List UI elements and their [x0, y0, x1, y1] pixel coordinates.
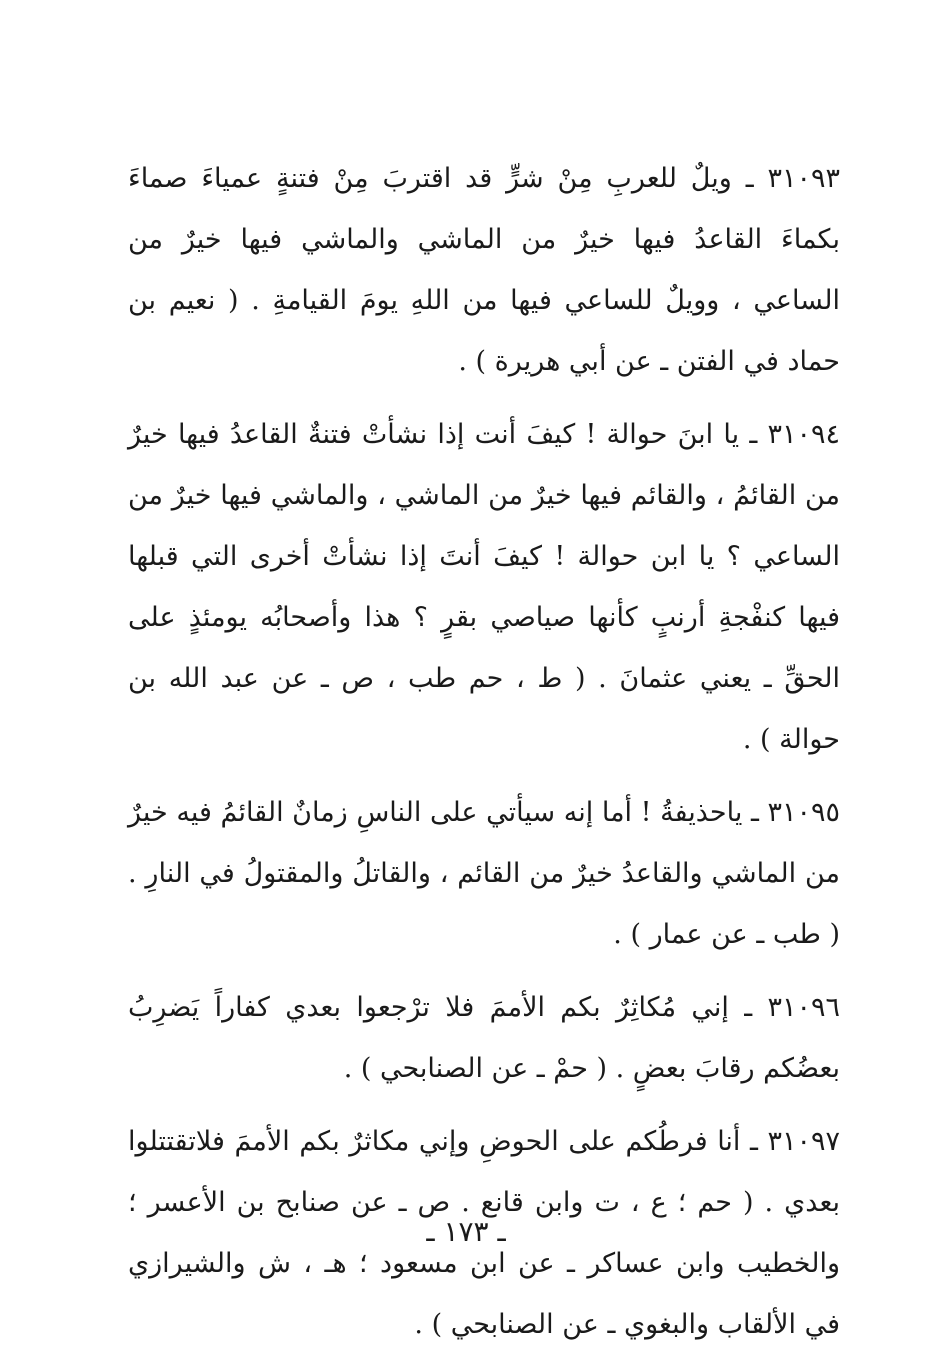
- hadith-list: [128, 148, 840, 1367]
- hadith-number: ٣١٠٩٧: [767, 1126, 841, 1157]
- number-separator: ـ: [742, 797, 768, 828]
- hadith-number: ٣١٠٩٤: [767, 419, 840, 450]
- hadith-entry: [128, 148, 840, 392]
- number-separator: ـ: [731, 163, 768, 194]
- number-separator: ـ: [728, 992, 768, 1023]
- number-separator: ـ: [739, 419, 768, 450]
- hadith-entry: [128, 782, 840, 965]
- number-separator: ـ: [740, 1126, 768, 1157]
- hadith-entry: [128, 404, 840, 770]
- hadith-number: ٣١٠٩٣: [767, 163, 840, 194]
- hadith-text: أنا فرطُكم على الحوضِ وإني مكاثرٌ بكم الأممَ فلاتقتتلوا بعدي . ( حم ؛ ع ، ت وابن قانع . ص ـ عن صنابح بن الأعسر ؛ والخطيب وابن عساكر ـ عن ابن مسعود ؛ هـ ، ش والشيرازي في الألقاب والبغوي ـ عن الصنابحي ) .: [128, 1126, 840, 1340]
- hadith-number: ٣١٠٩٥: [767, 797, 840, 828]
- hadith-text: يا ابنَ حوالة ! كيفَ أنت إذا نشأتْ فتنةٌ القاعدُ فيها خيرٌ من القائمُ ، والقائم فيها خيرٌ من الماشي ، والماشي فيها خيرٌ من الساعي ؟ يا ابن حوالة ! كيفَ أنتَ إذا نشأتْ أخرى التي قبلها فيها كنفْجةِ أرنبٍ كأنها صياصي بقرٍ ؟ هذا وأصحابُه يومئذٍ على الحقِّ ـ يعني عثمانَ . ( ط ، حم طب ، ص ـ عن عبد الله بن حوالة ) .: [128, 419, 840, 755]
- hadith-number: ٣١٠٩٦: [767, 992, 841, 1023]
- hadith-text: ياحذيفةُ ! أما إنه سيأتي على الناسِ زمانٌ القائمُ فيه خيرٌ من الماشي والقاعدُ خيرٌ من القائم ، والقاتلُ والمقتولُ في النارِ . ( طب ـ عن عمار ) .: [128, 797, 840, 950]
- hadith-entry: [128, 977, 840, 1099]
- page-number: ـ ١٧٣ ـ: [426, 1215, 506, 1248]
- hadith-text: إني مُكاثِرٌ بكم الأممَ فلا ترْجعوا بعدي كفاراً يَضرِبُ بعضُكم رقابَ بعضٍ . ( حمْ ـ عن الصنابحي ) .: [128, 992, 840, 1084]
- hadith-text: ويلٌ للعربِ مِنْ شرٍّ قد اقتربَ مِنْ فتنةٍ عمياءَ صماءَ بكماءَ القاعدُ فيها خيرٌ من الماشي والماشي فيها خيرٌ من الساعي ، وويلٌ للساعي فيها من اللهِ يومَ القيامةِ . ( نعيم بن حماد في الفتن ـ عن أبي هريرة ) .: [128, 163, 840, 377]
